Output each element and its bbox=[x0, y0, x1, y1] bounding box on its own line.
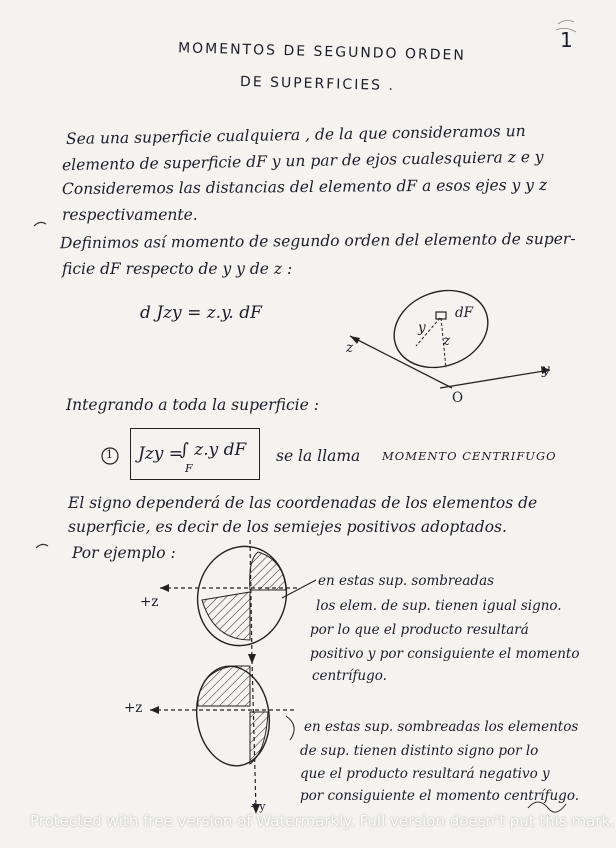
definition-line-2: ficie dF respecto de y y de z : bbox=[62, 260, 293, 278]
example2-y-label: +y bbox=[250, 800, 266, 813]
watermark: Protected with free version of Watermarkly. Full version doesn't put this mark. bbox=[30, 812, 615, 830]
sign-line-1: El signo dependerá de las coordenadas de los elementos de bbox=[68, 494, 538, 512]
formula-subscript: F bbox=[185, 462, 193, 475]
definition-line-1: Definimos así momento de segundo orden del elemento de super- bbox=[59, 229, 576, 253]
example-intro: Por ejemplo : bbox=[72, 544, 176, 562]
diagram1-origin-label: O bbox=[452, 390, 464, 406]
page-subtitle: DE SUPERFICIES . bbox=[239, 73, 396, 95]
example2-line-2: de sup. tienen distinto signo por lo bbox=[300, 743, 539, 759]
centrifugal-name-text: se la llama bbox=[276, 447, 361, 465]
diagram1-dF-label: dF bbox=[455, 305, 474, 321]
diagram1-z-dist-label: z bbox=[443, 333, 451, 349]
centrifugal-name-caps: MOMENTO CENTRIFUGO bbox=[382, 449, 557, 463]
intro-line-3: Consideremos las distancias del elemento dF a esos ejes y y z bbox=[61, 175, 548, 199]
intro-line-4: respectivamente. bbox=[62, 206, 198, 224]
diagram1-z-axis-label: z bbox=[346, 340, 354, 356]
diagram1-y-dist-label: y bbox=[418, 320, 426, 336]
example1-line-4: positivo y por consiguiente el momento bbox=[310, 646, 580, 662]
integration-intro: Integrando a toda la superficie : bbox=[66, 396, 319, 414]
example1-line-1: en estas sup. sombreadas bbox=[318, 573, 495, 589]
example1-line-5: centrífugo. bbox=[312, 668, 387, 684]
example2-line-1: en estas sup. sombreadas los elementos bbox=[304, 719, 579, 735]
intro-line-2: elemento de superficie dF y un par de ejos cualesquiera z e y bbox=[61, 147, 544, 175]
formula-integral: ∫ z.y dF bbox=[180, 440, 247, 460]
example2-z-label: +z bbox=[124, 700, 143, 716]
formula-lhs: Jzy = bbox=[138, 444, 184, 464]
page-title: MOMENTOS DE SEGUNDO ORDEN bbox=[177, 40, 467, 64]
example2-line-4: por consiguiente el momento centrífugo. bbox=[300, 788, 579, 804]
sign-line-2: superficie, es decir de los semiejes positivos adoptados. bbox=[68, 518, 507, 536]
definition-formula: d Jzy = z.y. dF bbox=[140, 303, 262, 323]
intro-line-1: Sea una superficie cualquiera , de la que consideramos un bbox=[65, 121, 526, 149]
example1-line-3: por lo que el producto resultará bbox=[310, 622, 529, 638]
page-number: 1 bbox=[560, 28, 573, 52]
example1-line-2: los elem. de sup. tienen igual signo. bbox=[316, 598, 562, 614]
equation-number: 1 bbox=[106, 448, 113, 461]
example2-line-3: que el producto resultará negativo y bbox=[300, 766, 550, 782]
example1-z-label: +z bbox=[140, 594, 159, 610]
diagram1-y-axis-label: y bbox=[542, 362, 550, 378]
